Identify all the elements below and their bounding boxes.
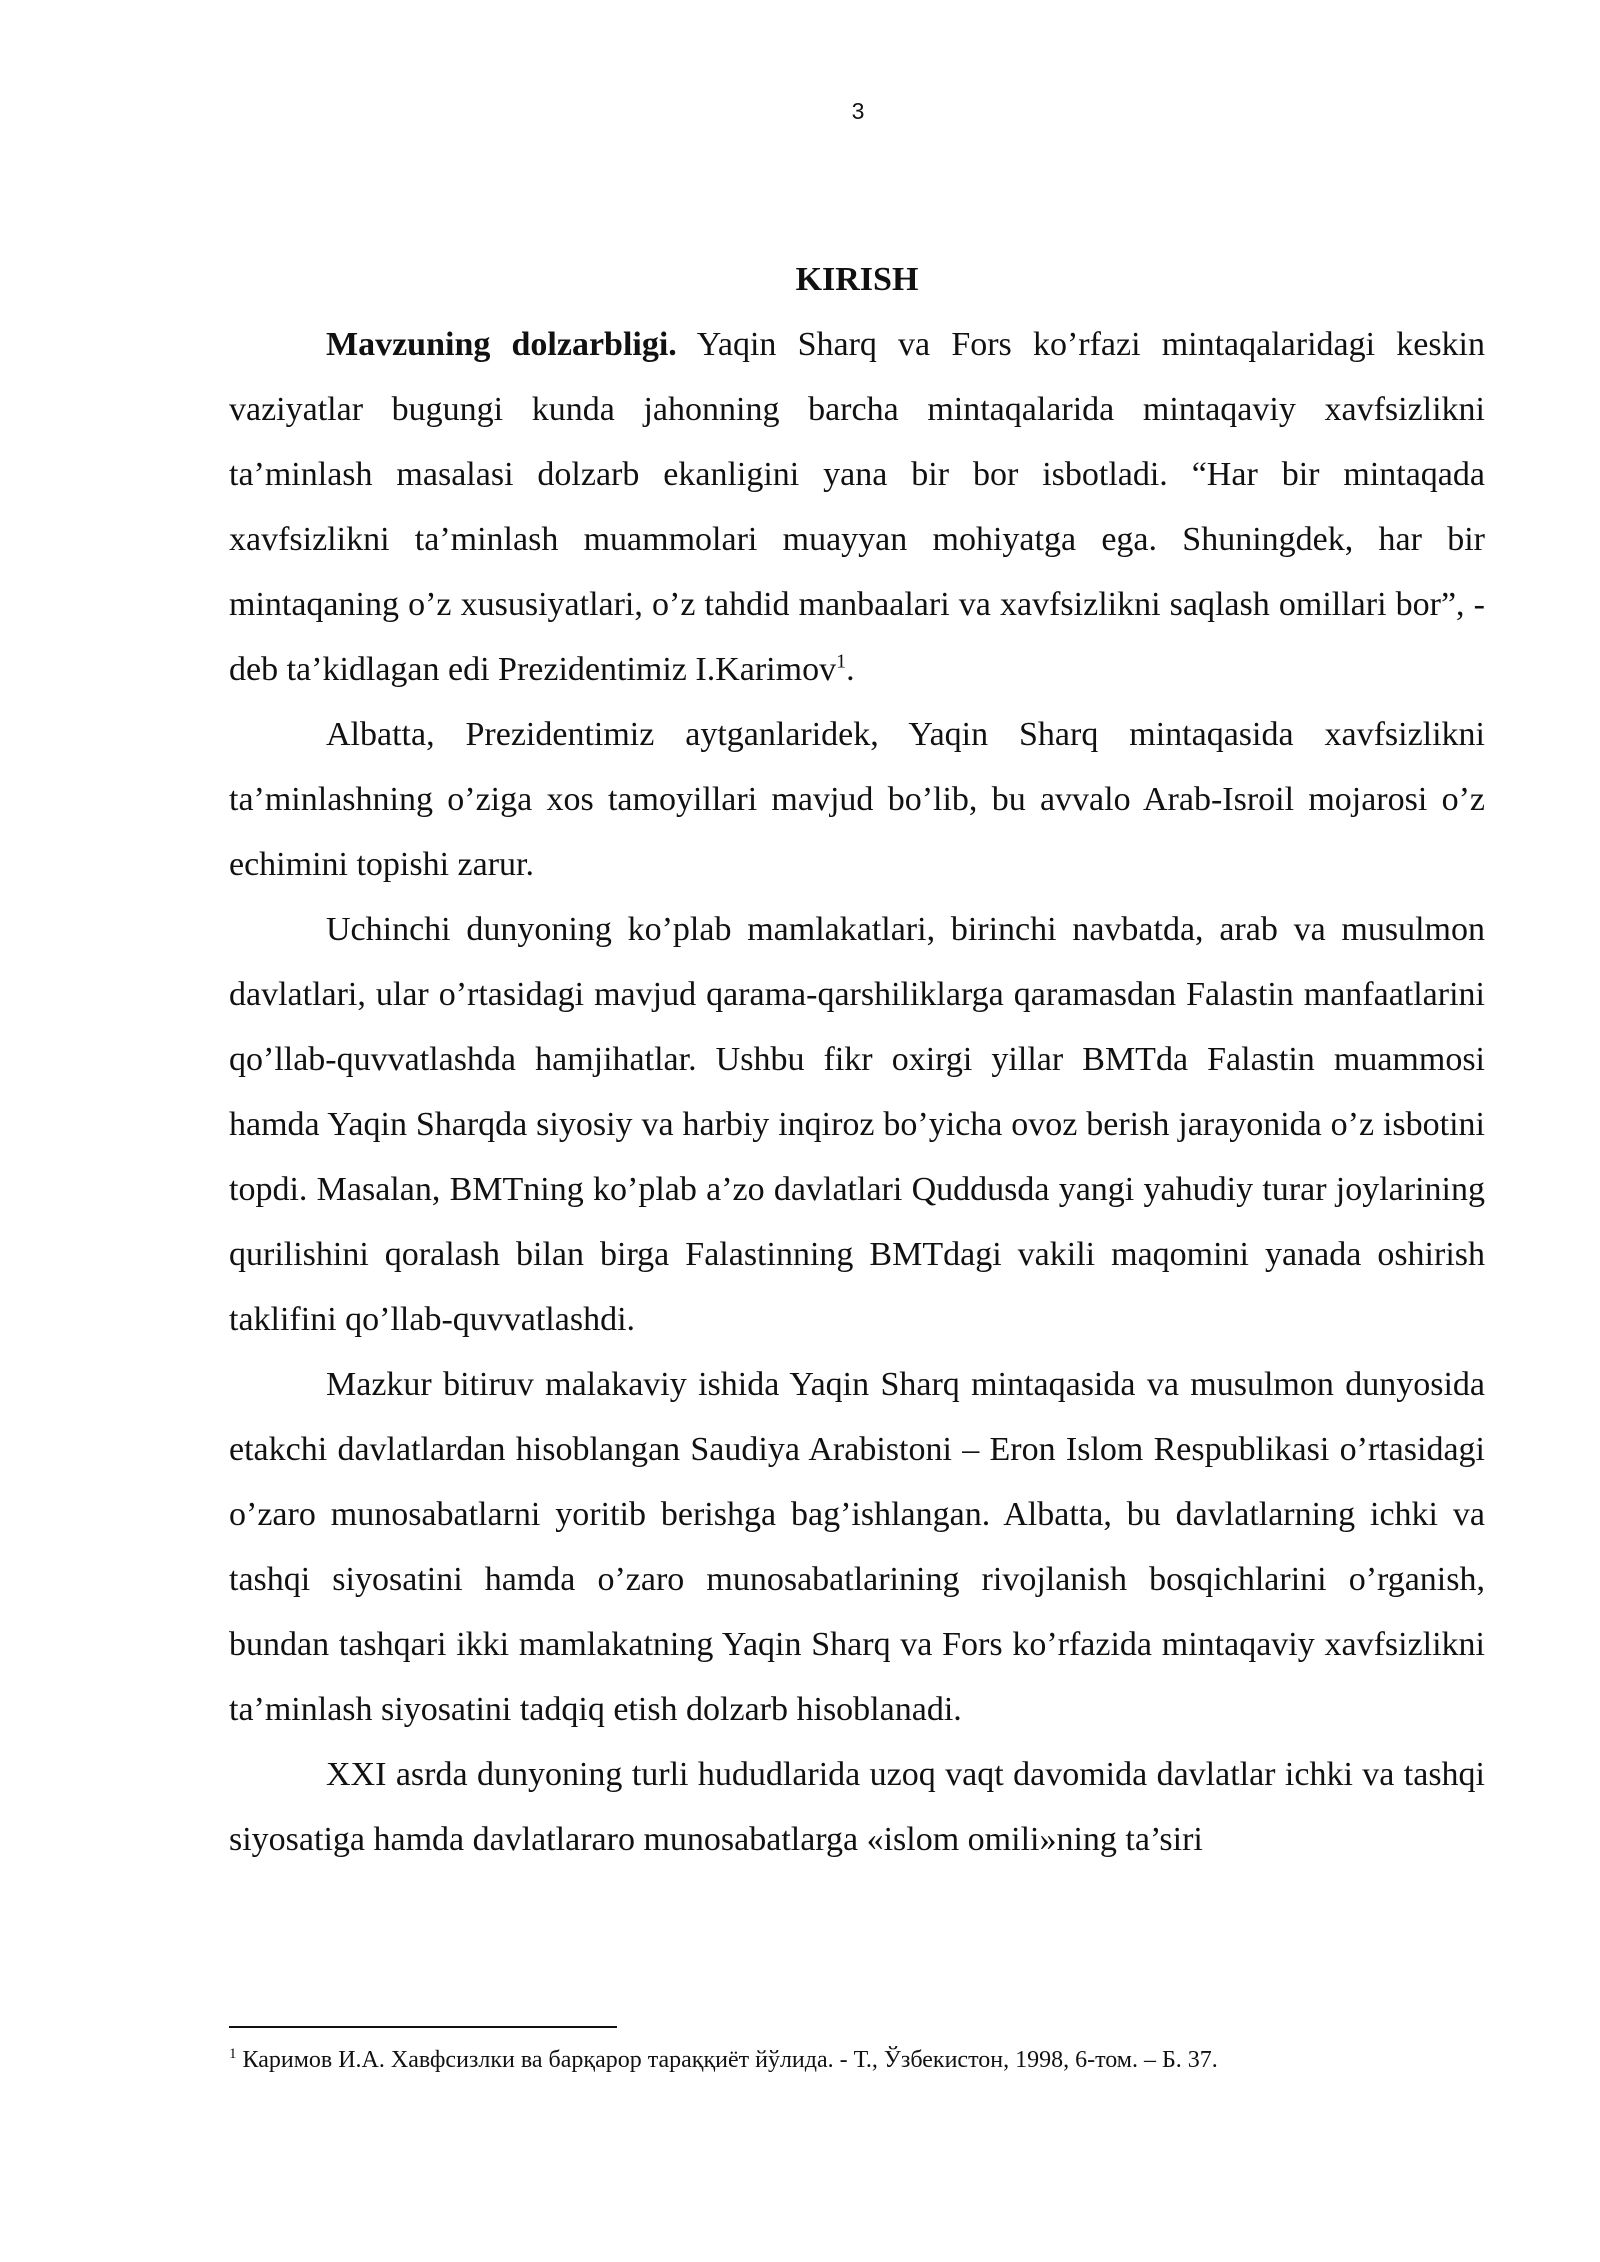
paragraph-tail: . — [846, 651, 855, 688]
paragraph-4: Mazkur bitiruv malakaviy ishida Yaqin Sharq mintaqasida va musulmon dunyosida etakchi davlatlardan hisoblangan Saudiya Arabistoni – Eron Islom Respublikasi o’rtasidagi o’zaro munosabatlarni yoritib berishga bag’ishlangan. Albatta, bu davlatlarning ichki va tashqi siyosatini hamda o’zaro munosabatlarining rivojlanish bosqichlarini o’rganish, bundan tashqari ikki mamlakatning Yaqin Sharq va Fors ko’rfazida mintaqaviy xavfsizlikni ta’minlash siyosatini tadqiq etish dolzarb hisoblanadi. — [229, 1366, 1485, 1728]
document-body — [229, 247, 1485, 1872]
paragraph-5: XXI asrda dunyoning turli hududlarida uzoq vaqt davomida davlatlar ichki va tashqi siyosatiga hamda davlatlararo munosabatlarga «islom omili»ning ta’siri — [229, 1756, 1485, 1858]
paragraph-3: Uchinchi dunyoning ko’plab mamlakatlari, birinchi navbatda, arab va musulmon davlatlari, ular o’rtasidagi mavjud qarama-qarshiliklarga qaramasdan Falastin manfaatlarini qo’llab-quvvatlashda hamjihatlar. Ushbu fikr oxirgi yillar BMTda Falastin muammosi hamda Yaqin Sharqda siyosiy va harbiy inqiroz bo’yicha ovoz berish jarayonida o’z isbotini topdi. Masalan, BMTning ko’plab a’zo davlatlari Quddusda yangi yahudiy turar joylarining qurilishini qoralash bilan birga Falastinning BMTdagi vakili maqomini yanada oshirish taklifini qo’llab-quvvatlashdi. — [229, 911, 1485, 1338]
paragraph-lead: Mavzuning dolzarbligi. — [326, 326, 677, 363]
paragraph-2: Albatta, Prezidentimiz aytganlaridek, Yaqin Sharq mintaqasida xavfsizlikni ta’minlashning o’ziga xos tamoyillari mavjud bo’lib, bu avvalo Arab-Isroil mojarosi o’z echimini topishi zarur. — [229, 716, 1485, 883]
footnote-reference: 1 — [836, 650, 847, 673]
footnote-marker: 1 — [229, 2046, 237, 2062]
page-number: 3 — [851, 98, 865, 124]
footnote — [229, 2043, 1485, 2077]
paragraph-1 — [229, 312, 1485, 702]
section-heading: KIRISH — [795, 261, 919, 298]
footnote-text: Каримов И.А. Хавфсизлки ва барқарор тараққиёт йўлида. - Т., Ўзбекистон, 1998, 6-том. – Б. 37. — [236, 2047, 1218, 2073]
paragraph-text: Yaqin Sharq va Fors ko’rfazi mintaqalaridagi keskin vaziyatlar bugungi kunda jahonning barcha mintaqalarida mintaqaviy xavfsizlikni ta’minlash masalasi dolzarb ekanligini yana bir bor isbotladi. “Har bir mintaqada xavfsizlikni ta’minlash muammolari muayyan mohiyatga ega. Shuningdek, har bir mintaqaning o’z xususiyatlari, o’z tahdid manbaalari va xavfsizlikni saqlash omillari bor”, - deb ta’kidlagan edi Prezidentimiz I.Karimov — [229, 326, 1486, 688]
footnote-separator — [229, 2026, 617, 2028]
